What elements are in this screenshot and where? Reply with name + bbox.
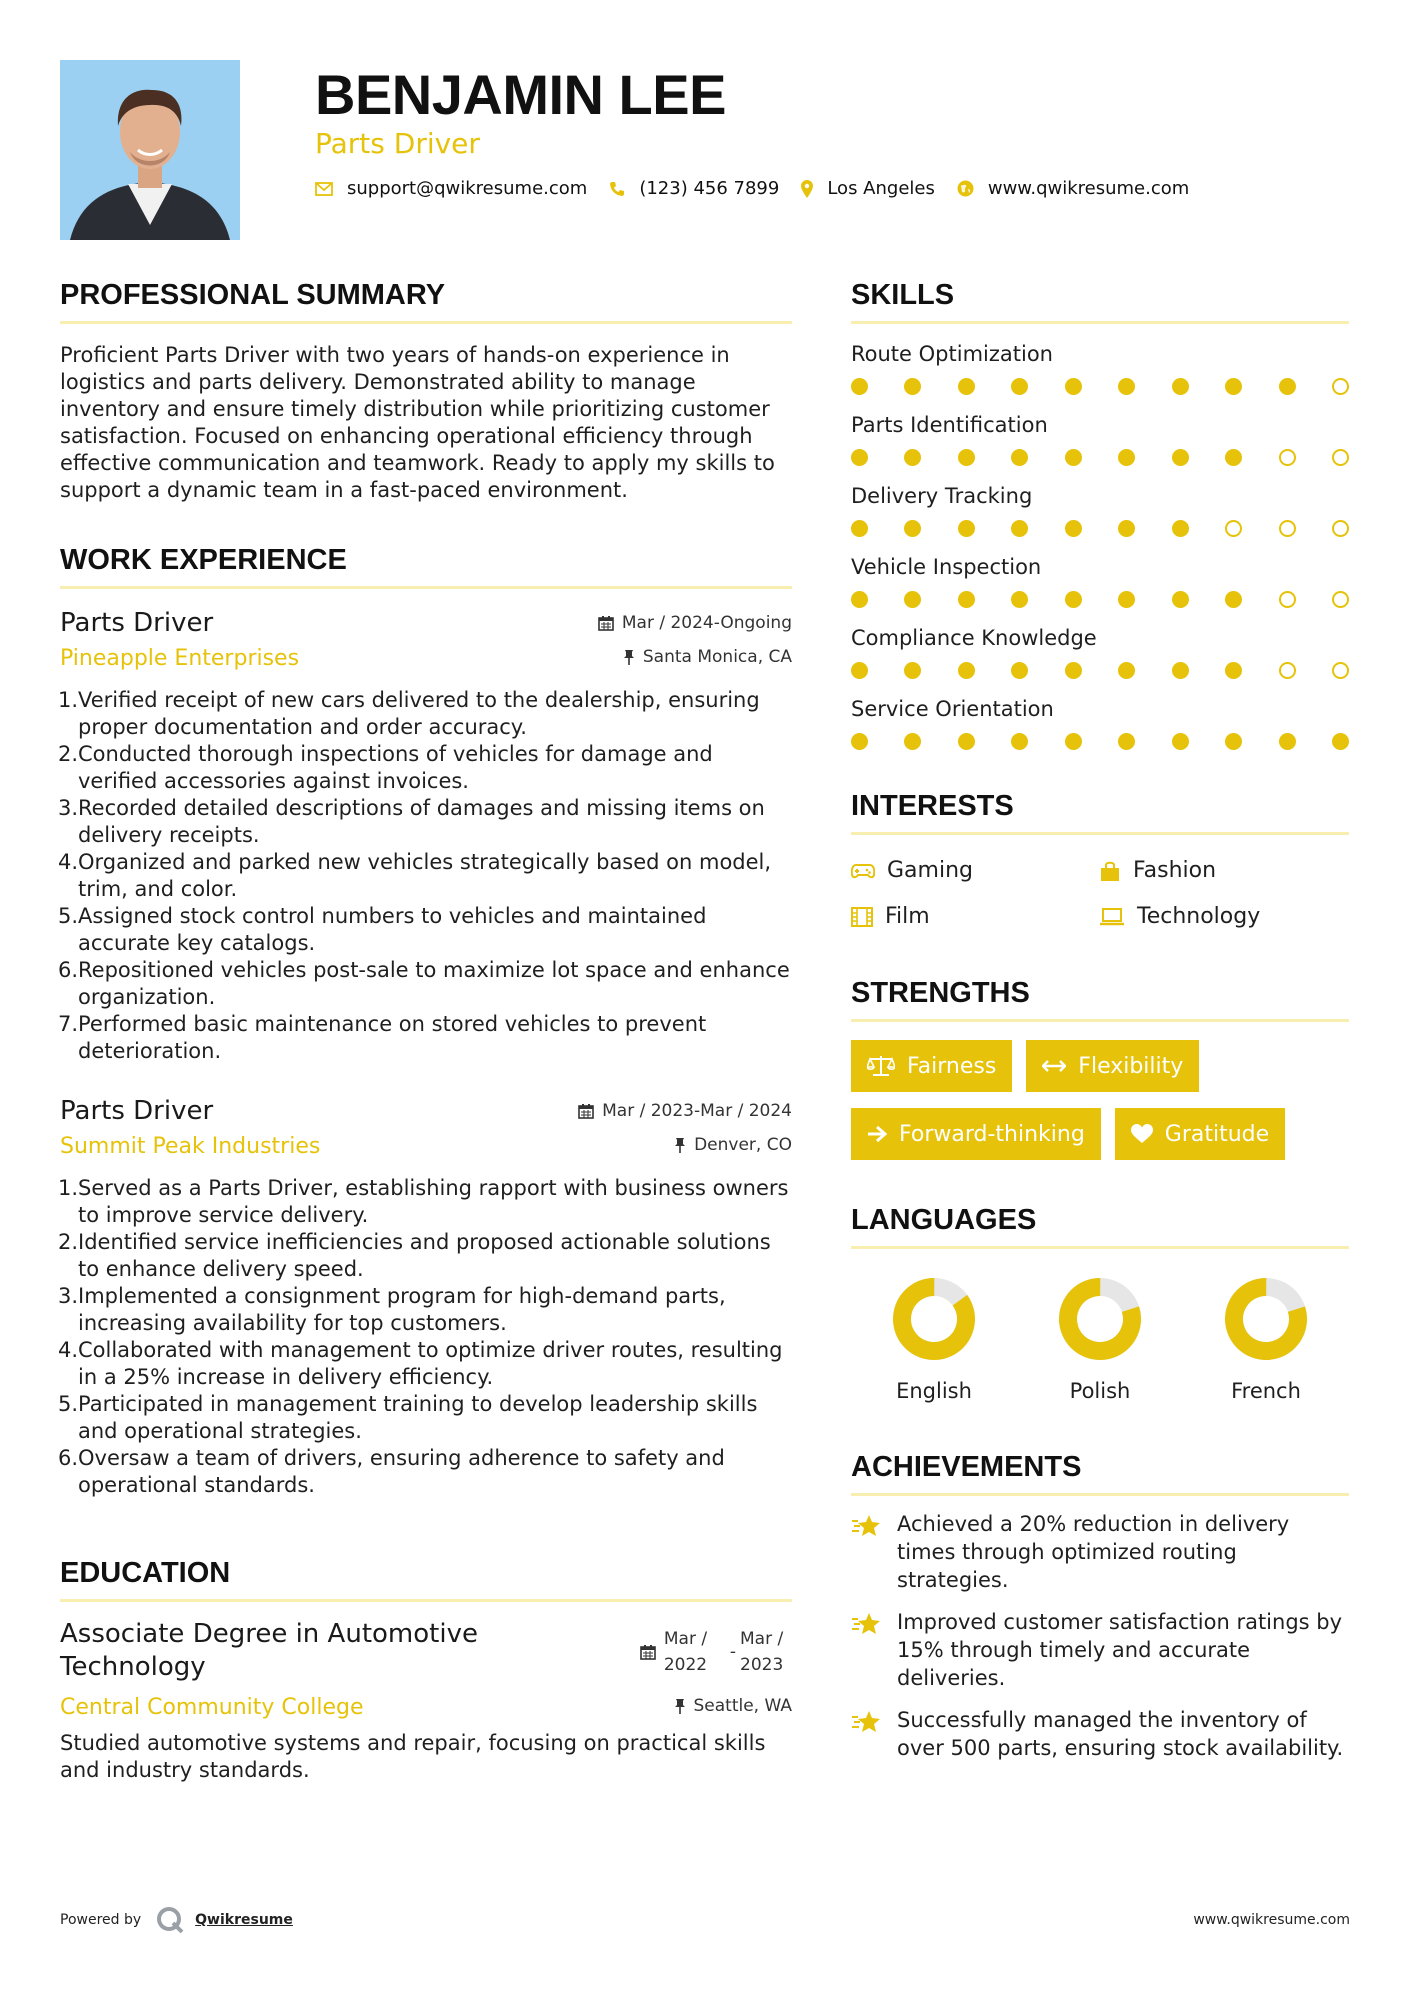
start-year: 2022 <box>663 1655 708 1675</box>
shopping-bag-icon <box>1099 860 1121 882</box>
education-entry <box>60 1618 792 1784</box>
skill-item <box>851 553 1349 608</box>
list-item: 5. Assigned stock control numbers to vehicles and maintained accurate key catalogs. <box>58 904 707 955</box>
rating-dot-filled <box>904 591 921 608</box>
language-item <box>1183 1277 1349 1403</box>
arrow-right-icon <box>867 1125 887 1143</box>
list-item: 7. Performed basic maintenance on stored vehicles to prevent deterioration. <box>58 1012 707 1063</box>
rating-dot-filled <box>1118 449 1135 466</box>
rating-dot-filled <box>1225 378 1242 395</box>
job-entry <box>60 1093 792 1499</box>
star-icon <box>851 1708 883 1736</box>
rating-dot-empty <box>1332 520 1349 537</box>
rating-dot-filled <box>1011 520 1028 537</box>
skill-item <box>851 411 1349 466</box>
strength-label: Forward-thinking <box>899 1121 1085 1147</box>
skill-rating <box>851 378 1349 395</box>
rating-dot-filled <box>904 733 921 750</box>
interest-item <box>851 901 1099 933</box>
strength-chip <box>1026 1040 1199 1092</box>
rating-dot-filled <box>1118 591 1135 608</box>
powered-by <box>60 1905 293 1935</box>
rating-dot-filled <box>1332 733 1349 750</box>
star-icon <box>851 1512 883 1540</box>
donut-fill <box>892 1277 976 1361</box>
rating-dot-filled <box>1118 378 1135 395</box>
globe-icon <box>957 180 974 197</box>
rating-dot-filled <box>1225 591 1242 608</box>
job-location-text: Santa Monica, CA <box>642 647 792 667</box>
heart-icon <box>1131 1124 1153 1144</box>
rating-dot-filled <box>1065 378 1082 395</box>
rating-dot-filled <box>904 449 921 466</box>
list-item: 5. Participated in management training to develop leadership skills and operational strategies. <box>58 1392 758 1443</box>
language-name: English <box>896 1379 972 1403</box>
qwikresume-logo-icon <box>155 1905 185 1935</box>
skill-item <box>851 624 1349 679</box>
pushpin-icon <box>674 1137 686 1153</box>
rating-dot-filled <box>1011 449 1028 466</box>
language-name: Polish <box>1069 1379 1131 1403</box>
rating-dot-filled <box>904 520 921 537</box>
contact-row <box>315 178 1211 199</box>
achievement-text: Successfully managed the inventory of over 500 parts, ensuring stock availability. <box>897 1708 1344 1760</box>
rating-dot-filled <box>851 591 868 608</box>
skill-item <box>851 340 1349 395</box>
film-icon <box>851 907 873 927</box>
rating-dot-filled <box>1065 662 1082 679</box>
contact-website[interactable] <box>957 178 1189 199</box>
laptop-icon <box>1099 908 1125 926</box>
rating-dot-filled <box>904 378 921 395</box>
rating-dot-empty <box>1279 662 1296 679</box>
rating-dot-filled <box>1118 733 1135 750</box>
calendar-icon <box>578 1103 594 1119</box>
rating-dot-empty <box>1332 591 1349 608</box>
skill-name: Delivery Tracking <box>851 484 1033 508</box>
list-item: 2. Conducted thorough inspections of vehicles for damage and verified accessories against invoices. <box>58 742 713 793</box>
rating-dot-filled <box>1065 520 1082 537</box>
strength-chip <box>1115 1108 1285 1160</box>
skill-name: Service Orientation <box>851 697 1054 721</box>
phone-text: (123) 456 7899 <box>639 178 780 199</box>
contact-email[interactable] <box>315 178 587 199</box>
list-item: 3. Implemented a consignment program for high-demand parts, increasing availability for top customers. <box>58 1284 726 1335</box>
education-heading: EDUCATION <box>60 1553 792 1602</box>
interest-item <box>851 855 1099 887</box>
rating-dot-filled <box>1011 378 1028 395</box>
rating-dot-filled <box>1172 520 1189 537</box>
company-name: Summit Peak Industries <box>60 1134 321 1159</box>
rating-dot-filled <box>1065 449 1082 466</box>
job-dates-text: Mar / 2023-Mar / 2024 <box>602 1101 792 1121</box>
candidate-name: BENJAMIN LEE <box>315 63 726 126</box>
language-donut <box>1224 1277 1308 1361</box>
rating-dot-filled <box>1172 733 1189 750</box>
language-item <box>851 1277 1017 1403</box>
strength-label: Fairness <box>907 1053 997 1079</box>
interest-label: Film <box>885 904 930 929</box>
languages-list <box>851 1277 1349 1403</box>
achievements-heading: ACHIEVEMENTS <box>851 1447 1349 1496</box>
job-title: Parts Driver <box>60 1096 214 1126</box>
skill-name: Parts Identification <box>851 413 1048 437</box>
list-item: 6. Repositioned vehicles post-sale to maximize lot space and enhance organization. <box>58 958 790 1009</box>
start-month: Mar / <box>663 1629 708 1649</box>
rating-dot-empty <box>1332 378 1349 395</box>
job-entry <box>60 605 792 1065</box>
language-donut <box>892 1277 976 1361</box>
experience-heading: WORK EXPERIENCE <box>60 540 792 589</box>
rating-dot-filled <box>1225 733 1242 750</box>
end-year: 2023 <box>740 1655 784 1675</box>
interest-label: Gaming <box>887 858 973 883</box>
email-text: support@qwikresume.com <box>347 178 588 199</box>
right-column <box>851 275 1349 1762</box>
candidate-title: Parts Driver <box>315 127 480 160</box>
list-item: 4. Collaborated with management to optimize driver routes, resulting in a 25% increase in delivery efficiency. <box>58 1338 783 1389</box>
rating-dot-filled <box>1065 591 1082 608</box>
rating-dot-filled <box>851 378 868 395</box>
calendar-icon <box>598 615 614 631</box>
map-pin-icon <box>801 180 813 198</box>
interest-label: Technology <box>1137 904 1261 929</box>
education-dates <box>640 1620 792 1684</box>
skill-item <box>851 482 1349 537</box>
rating-dot-empty <box>1279 520 1296 537</box>
date-separator: - <box>729 1642 736 1662</box>
pushpin-icon <box>623 649 635 665</box>
qwikresume-link[interactable]: Qwikresume <box>195 1912 293 1928</box>
rating-dot-filled <box>1225 662 1242 679</box>
list-item: 3. Recorded detailed descriptions of damages and missing items on delivery receipts. <box>58 796 765 847</box>
rating-dot-empty <box>1279 591 1296 608</box>
summary-text: Proficient Parts Driver with two years of hands-on experience in logistics and parts delivery. Demonstrated ability to manage inventory and ensure timely distribution while prioritizing customer satisfaction. Focused on enhancing operational efficiency through effective communication and teamwork. Ready to apply my skills to support a dynamic team in a fast-paced environment. <box>60 343 775 502</box>
interests-heading: INTERESTS <box>851 786 1349 835</box>
language-item <box>1017 1277 1183 1403</box>
school-name: Central Community College <box>60 1695 364 1720</box>
language-name: French <box>1231 1379 1301 1403</box>
rating-dot-filled <box>958 591 975 608</box>
achievement-text: Improved customer satisfaction ratings by 15% through timely and accurate deliveries. <box>897 1610 1343 1690</box>
rating-dot-empty <box>1332 662 1349 679</box>
rating-dot-filled <box>958 520 975 537</box>
achievement-text: Achieved a 20% reduction in delivery times through optimized routing strategies. <box>897 1512 1290 1592</box>
achievement-item <box>851 1706 1349 1762</box>
languages-heading: LANGUAGES <box>851 1200 1349 1249</box>
rating-dot-filled <box>851 449 868 466</box>
rating-dot-filled <box>1011 733 1028 750</box>
resume-header <box>60 60 1350 240</box>
achievement-item <box>851 1510 1349 1594</box>
rating-dot-filled <box>958 449 975 466</box>
rating-dot-empty <box>1332 449 1349 466</box>
job-location <box>674 1135 792 1155</box>
strength-chip <box>851 1108 1101 1160</box>
rating-dot-filled <box>1172 591 1189 608</box>
rating-dot-filled <box>851 662 868 679</box>
rating-dot-filled <box>958 662 975 679</box>
website-text: www.qwikresume.com <box>987 178 1190 199</box>
job-dates <box>598 613 792 633</box>
phone-icon <box>609 181 625 197</box>
language-donut <box>1058 1277 1142 1361</box>
contact-location <box>801 178 935 199</box>
skill-rating <box>851 591 1349 608</box>
rating-dot-filled <box>1172 449 1189 466</box>
list-item: 4. Organized and parked new vehicles strategically based on model, trim, and color. <box>58 850 772 901</box>
interest-item <box>1099 855 1349 887</box>
gamepad-icon <box>851 863 875 879</box>
company-name: Pineapple Enterprises <box>60 646 300 671</box>
rating-dot-filled <box>958 733 975 750</box>
job-title: Parts Driver <box>60 608 214 638</box>
skill-rating <box>851 733 1349 750</box>
list-item: 2. Identified service inefficiencies and proposed actionable solutions to enhance delivery speed. <box>58 1230 771 1281</box>
skill-name: Compliance Knowledge <box>851 626 1097 650</box>
rating-dot-filled <box>851 733 868 750</box>
powered-label: Powered by <box>60 1912 142 1928</box>
rating-dot-filled <box>1118 662 1135 679</box>
skills-heading: SKILLS <box>851 275 1349 324</box>
rating-dot-filled <box>904 662 921 679</box>
skill-rating <box>851 662 1349 679</box>
list-item: 1. Served as a Parts Driver, establishing rapport with business owners to improve service delivery. <box>58 1176 789 1227</box>
rating-dot-filled <box>1011 591 1028 608</box>
strength-label: Gratitude <box>1164 1121 1270 1147</box>
achievement-item <box>851 1608 1349 1692</box>
job-location-text: Denver, CO <box>694 1135 792 1155</box>
strength-label: Flexibility <box>1078 1053 1184 1079</box>
profile-photo <box>60 60 240 240</box>
footer <box>60 1900 1350 1940</box>
envelope-icon <box>315 182 333 196</box>
arrows-horizontal-icon <box>1042 1059 1066 1073</box>
calendar-icon <box>640 1644 656 1660</box>
rating-dot-filled <box>1118 520 1135 537</box>
rating-dot-filled <box>1279 378 1296 395</box>
rating-dot-empty <box>1279 449 1296 466</box>
job-bullets <box>60 1175 792 1499</box>
achievements-list <box>851 1510 1349 1762</box>
job-location <box>623 647 792 667</box>
summary-heading: PROFESSIONAL SUMMARY <box>60 275 792 324</box>
strengths-heading: STRENGTHS <box>851 973 1349 1022</box>
balance-scale-icon <box>867 1055 895 1077</box>
school-location-text: Seattle, WA <box>693 1696 792 1716</box>
skills-list <box>851 340 1349 750</box>
rating-dot-filled <box>1065 733 1082 750</box>
skill-name: Route Optimization <box>851 342 1053 366</box>
rating-dot-empty <box>1225 520 1242 537</box>
strength-chip <box>851 1040 1012 1092</box>
list-item: 6. Oversaw a team of drivers, ensuring adherence to safety and operational standards. <box>58 1446 725 1497</box>
rating-dot-filled <box>958 378 975 395</box>
school-location <box>674 1696 793 1716</box>
skill-item <box>851 695 1349 750</box>
location-text: Los Angeles <box>827 178 935 199</box>
footer-website[interactable]: www.qwikresume.com <box>1193 1912 1350 1928</box>
skill-rating <box>851 449 1349 466</box>
interest-item <box>1099 901 1349 933</box>
star-icon <box>851 1610 883 1638</box>
left-column <box>60 275 792 1784</box>
rating-dot-filled <box>1279 733 1296 750</box>
contact-phone[interactable] <box>609 178 779 199</box>
rating-dot-filled <box>1225 449 1242 466</box>
rating-dot-filled <box>1172 662 1189 679</box>
interests-list <box>851 855 1349 933</box>
job-dates-text: Mar / 2024-Ongoing <box>621 613 792 633</box>
job-dates <box>578 1101 792 1121</box>
job-bullets <box>60 687 792 1065</box>
education-description: Studied automotive systems and repair, focusing on practical skills and industry standards. <box>60 1731 766 1782</box>
rating-dot-filled <box>1172 378 1189 395</box>
list-item: 1. Verified receipt of new cars delivered to the dealership, ensuring proper documentation and order accuracy. <box>58 688 760 739</box>
rating-dot-filled <box>1011 662 1028 679</box>
rating-dot-filled <box>851 520 868 537</box>
degree-title: Associate Degree in Automotive Technology <box>60 1619 478 1682</box>
skill-name: Vehicle Inspection <box>851 555 1042 579</box>
skill-rating <box>851 520 1349 537</box>
end-month: Mar / <box>740 1629 784 1649</box>
pushpin-icon <box>674 1698 686 1714</box>
interest-label: Fashion <box>1133 858 1217 883</box>
strengths-list <box>851 1040 1349 1160</box>
